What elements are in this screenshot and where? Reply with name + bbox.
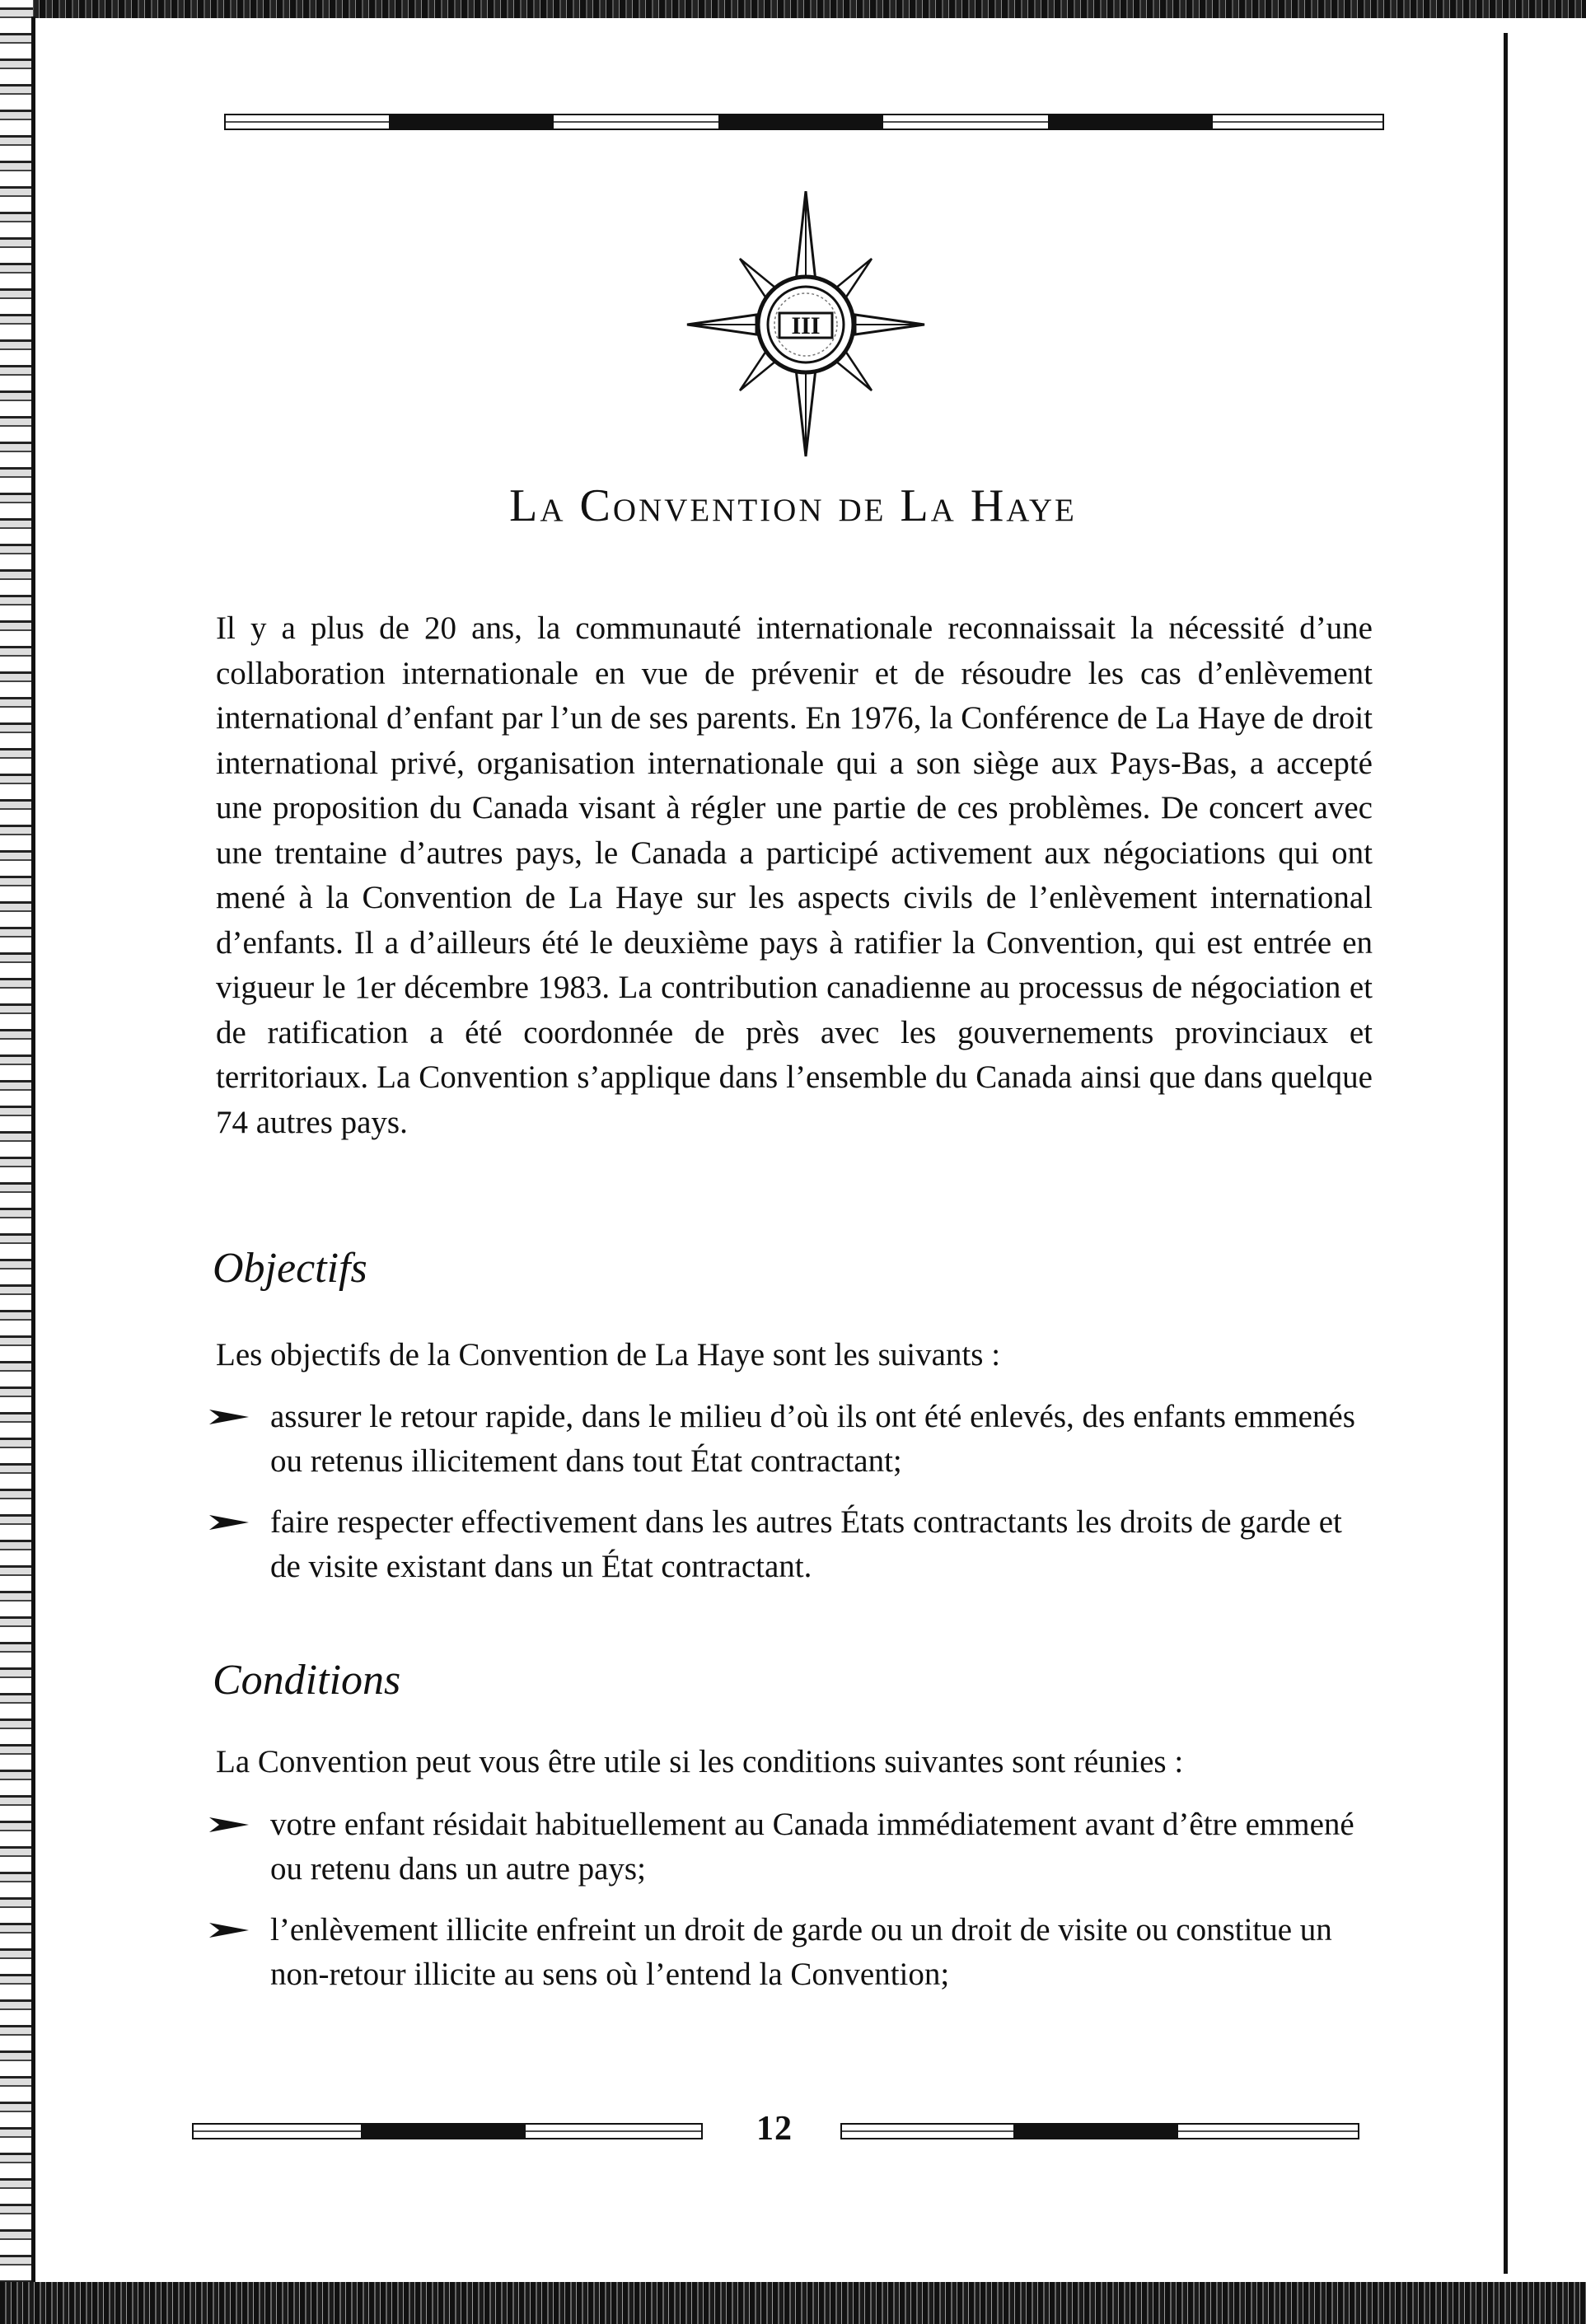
scan-edge-line-right: [1504, 33, 1508, 2274]
scan-edge-left: [0, 0, 33, 2324]
scan-edge-bottom: [0, 2282, 1586, 2324]
list-item: [208, 1395, 1373, 1484]
compass-rose-icon: [682, 191, 929, 471]
conditions-heading: Conditions: [213, 1657, 401, 1704]
arrow-bullet-icon: [208, 1815, 250, 1835]
list-item: [208, 1803, 1373, 1891]
footer-decorative-rule-right: [840, 2121, 1359, 2141]
objectifs-heading: Objectifs: [213, 1245, 367, 1292]
arrow-bullet-icon: [208, 1513, 250, 1532]
list-item-text: assurer le retour rapide, dans le milieu d’où ils ont été enlevés, des enfants emmenés ou retenus illicitement dans tout État contractant;: [270, 1399, 1355, 1479]
arrow-bullet-icon: [208, 1920, 250, 1940]
page-title: La Convention de La Haye: [509, 480, 1077, 531]
intro-paragraph: Il y a plus de 20 ans, la communauté internationale reconnaissait la nécessité d’une collaboration internationale en vue de prévenir et de résoudre les cas d’enlèvement international d’enfant par l’un de ses parents. En 1976, la Conférence de La Haye de droit international privé, organisation internationale qui a son siège aux Pays-Bas, a accepté une proposition du Canada visant à régler une partie de ces problèmes. De concert avec une trentaine d’autres pays, le Canada a participé activement aux négociations qui ont mené à la Convention de La Haye sur les aspects civils de l’enlèvement international d’enfants. Il a d’ailleurs été le deuxième pays à ratifier la Convention, qui est entrée en vigueur le 1er décembre 1983. La contribution canadienne au processus de négociation et de ratification a été coordonnée de près avec les gouvernements provinciaux et territoriaux. La Convention s’applique dans l’ensemble du Canada ainsi que dans quelque 74 autres pays.: [216, 610, 1373, 1140]
header-decorative-rule: [224, 112, 1384, 132]
list-item-text: faire respecter effectivement dans les autres États contractants les droits de garde et de visite existant dans un État contractant.: [270, 1504, 1342, 1584]
scan-edge-top: [0, 0, 1586, 18]
list-item-text: votre enfant résidait habituellement au Canada immédiatement avant d’être emmené ou retenu dans un autre pays;: [270, 1807, 1354, 1887]
arrow-bullet-icon: [208, 1407, 250, 1427]
scan-margin-right: [1508, 18, 1586, 2284]
scan-edge-line-left: [31, 16, 35, 2290]
list-item-text: l’enlèvement illicite enfreint un droit de garde ou un droit de visite ou constitue un non-retour illicite au sens où l’entend la Convention;: [270, 1912, 1332, 1992]
page-number: 12: [756, 2110, 793, 2148]
footer-decorative-rule-left: [192, 2121, 703, 2141]
conditions-list: [208, 1803, 1373, 2013]
objectifs-list: [208, 1395, 1373, 1606]
emblem-numeral: III: [791, 312, 821, 339]
list-item: [208, 1500, 1373, 1589]
list-item: [208, 1908, 1373, 1997]
objectifs-lead: Les objectifs de la Convention de La Haye sont les suivants :: [216, 1337, 1001, 1372]
conditions-lead: La Convention peut vous être utile si les conditions suivantes sont réunies :: [216, 1744, 1184, 1779]
